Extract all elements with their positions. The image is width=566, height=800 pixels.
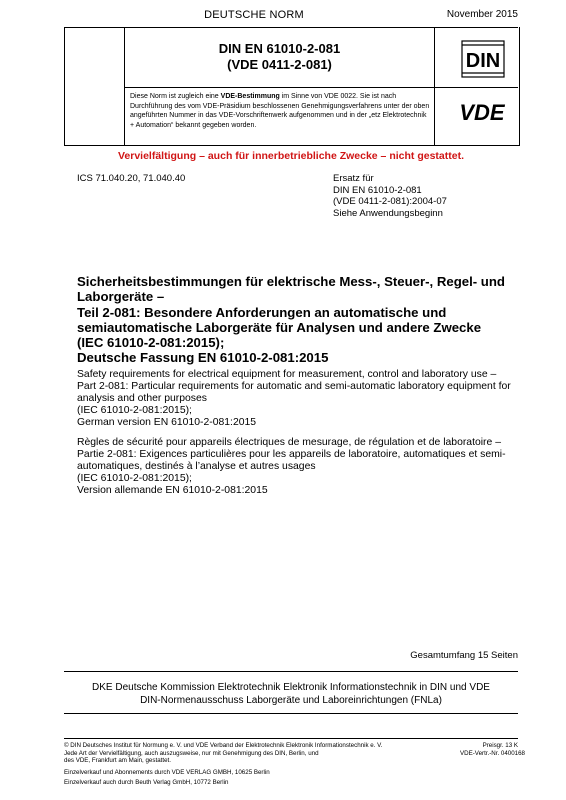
title-french-line: (IEC 61010-2-081:2015); [77, 473, 192, 484]
vde-order-number: VDE-Vertr.-Nr. 0400168 [460, 749, 525, 757]
total-pages: Gesamtumfang 15 Seiten [410, 650, 518, 661]
copyright-notice [64, 742, 464, 765]
sales-info-beuth: Einzelverkauf auch durch Beuth Verlag GmbH, 10772 Berlin [64, 779, 229, 786]
copyright-line: © DIN Deutsches Institut für Normung e. V. und VDE Verband der Elektrotechnik Elektronik Informationstechnik e. V. [64, 742, 383, 749]
header-date: November 2015 [446, 9, 518, 20]
header-label: DEUTSCHE NORM [204, 9, 304, 21]
header-box-mid-divider [124, 87, 518, 88]
title-german-line: Deutsche Fassung EN 61010-2-081:2015 [77, 350, 329, 366]
copyright-line: des VDE, Frankfurt am Main, gestattet. [64, 757, 171, 765]
title-french-line: Règles de sécurité pour appareils électriques de mesurage, de régulation et de laboratoire – [77, 437, 501, 448]
document-number-din: DIN EN 61010-2-081 [218, 41, 341, 56]
din-logo-text: DIN [465, 50, 501, 72]
vde-notice-post: im Sinne von VDE 0022. Sie ist nach Durchführung des vom VDE-Präsidium beschlossenen Genehmigungsverfahrens unter der oben angeführten Nummer in das VDE-Vorschriftenwerk aufgenommen und in der „etz Elektrotechnik + Automation“ bekannt gegeben worden. [130, 93, 430, 129]
committee-rule-top [64, 671, 518, 672]
title-english-line: Part 2-081: Particular requirements for automatic and semi-automatic laboratory equipment for [77, 381, 511, 392]
committee-info [64, 682, 518, 707]
price-group: Preisgr. 13 K [482, 742, 518, 749]
title-french [77, 437, 517, 497]
sales-info-vde: Einzelverkauf und Abonnements durch VDE VERLAG GMBH, 10625 Berlin [64, 769, 270, 776]
vde-notice [130, 92, 430, 130]
din-logo [461, 40, 505, 78]
title-english-line: Safety requirements for electrical equipment for measurement, control and laboratory use – [77, 369, 497, 380]
title-german-line: Laborgeräte – [77, 289, 165, 305]
title-french-line: Version allemande EN 61010-2-081:2015 [77, 485, 268, 496]
vde-notice-bold: VDE-Bestimmung [220, 93, 280, 100]
title-german-line: semiautomatische Laborgeräte für Analysen und andere Zwecke [77, 319, 482, 335]
reproduction-warning: Vervielfältigung – auch für innerbetriebliche Zwecke – nicht gestattet. [117, 150, 464, 162]
title-german-line: Teil 2-081: Besondere Anforderungen an automatische und [77, 304, 447, 320]
committee-line: DIN-Normenausschuss Laborgeräte und Laboreinrichtungen (FNLa) [140, 694, 442, 706]
title-english [77, 369, 517, 429]
document-number [125, 41, 434, 73]
replacement-line: DIN EN 61010-2-081 [333, 184, 422, 196]
title-english-line: German version EN 61010-2-081:2015 [77, 417, 257, 428]
replacement-info [333, 173, 447, 219]
copyright-line: Jede Art der Vervielfältigung, auch auszugsweise, nur mit Genehmigung des DIN, Berlin, und [64, 749, 319, 757]
title-french-line: automatiques, destinés à l’analyse et autres usages [77, 461, 316, 472]
header-box-right-divider [434, 27, 435, 145]
replacement-line: Ersatz für [333, 173, 374, 184]
replacement-line: Siehe Anwendungsbeginn [333, 207, 443, 219]
title-german-line: (IEC 61010-2-081:2015); [77, 335, 225, 351]
price-info [460, 742, 525, 757]
committee-rule-bottom [64, 713, 518, 714]
document-number-vde: (VDE 0411-2-081) [227, 57, 332, 72]
vde-logo [449, 100, 515, 124]
replacement-line: (VDE 0411-2-081):2004-07 [333, 196, 447, 207]
title-french-line: Partie 2-081: Exigences particulières pour les appareils de laboratoire, automatiques et semi- [77, 449, 506, 460]
title-german-line: Sicherheitsbestimmungen für elektrische Mess-, Steuer-, Regel- und [77, 274, 505, 289]
ics-code: ICS 71.040.20, 71.040.40 [77, 173, 186, 184]
committee-line: DKE Deutsche Kommission Elektrotechnik Elektronik Informationstechnik in DIN und VDE [92, 682, 490, 693]
title-german [77, 274, 517, 366]
footer-rule [64, 738, 518, 739]
vde-notice-pre: Diese Norm ist zugleich eine [130, 93, 221, 100]
title-english-line: analysis and other purposes [77, 393, 207, 404]
vde-logo-text: VDE [459, 100, 505, 124]
title-english-line: (IEC 61010-2-081:2015); [77, 405, 192, 416]
